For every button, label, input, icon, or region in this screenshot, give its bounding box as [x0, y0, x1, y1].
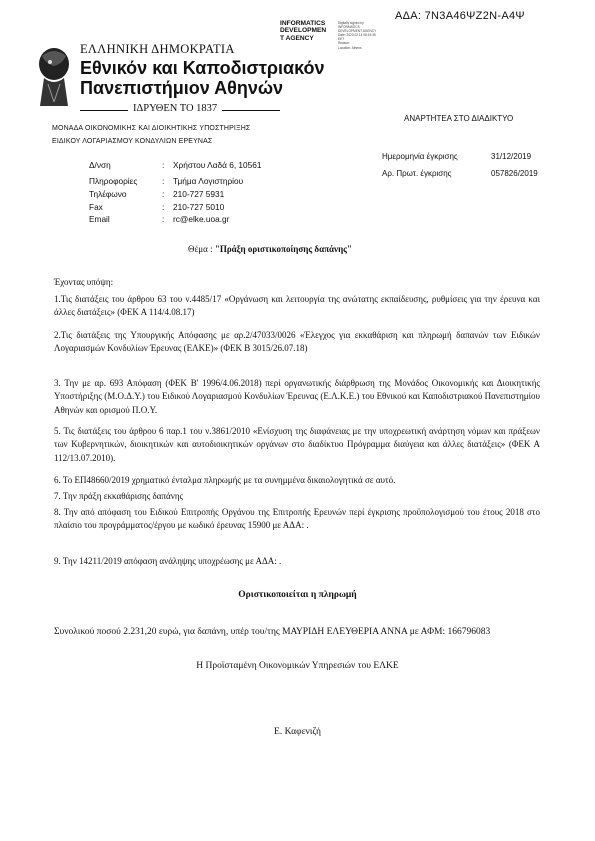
republic-title: ΕΛΛΗΝΙΚΗ ΔΗΜΟΚΡΑΤΙΑ: [80, 42, 235, 56]
list-item: 6. Το ΕΠ48660/2019 χρηματικό ένταλμα πληρωμής με τα συνημμένα δικαιολογητικά σε αυτό.: [54, 475, 396, 485]
signer-name: Ε. Καφενιζή: [274, 727, 321, 737]
contact-colon: :: [162, 176, 165, 186]
amount-text: Συνολικού ποσού 2.231,20 ευρώ, για δαπάνη, υπέρ του/της ΜΑΥΡΙΔΗ ΕΛΕΥΘΕΡΙΑ ΑΝΝΑ με ΑΦΜ: 166796083: [54, 627, 491, 637]
contact-label: Δ/νση: [89, 160, 111, 170]
stamp-detail-line: Date: 2020.02.14 08:15:35: [338, 33, 376, 38]
list-item: 3. Την με αρ. 693 Απόφαση (ΦΕΚ Β' 1996/4.06.2018) περί οργανωτικής διάρθρωση της Μονάδος Οικονομικής και Διοικητικής Υποστήριξης (Μ.Ο.Δ.Υ.) του Ειδικού Λογαριασμού Κονδυλίων Έρευνας (Ε.Λ.Κ.Ε.) του Εθνικού και Καποδιστριακού Πανεπιστημίου Αθηνών και ορισμού Π.Ο.Υ.: [54, 378, 540, 415]
considering-heading: Έχοντας υπόψη:: [54, 277, 114, 287]
list-item: 1.Τις διατάξεις του άρθρου 63 του ν.4485/17 «Οργάνωση και λειτουργία της ανώτατης εκπαίδευσης, ρυθμίσεις για την έρευνα και άλλες διατάξεις» (ΦΕΚ Α 114/4.08.17): [54, 294, 540, 318]
stamp-detail-line: Reason:: [338, 41, 350, 46]
digital-signature-stamp: [280, 20, 326, 42]
contact-label: Email: [89, 214, 110, 224]
list-item: 2.Τις διατάξεις της Υπουργικής Απόφασης με αρ.2/47033/0026 «Έλεγχος για εκκαθάριση και πληρωμή δαπανών των Ειδικών Λογαριασμών Κονδυλίων Έρευνας (ΕΛΚΕ)» (ΦΕΚ Β 3015/26.07.18): [54, 330, 540, 354]
protocol-number: 057826/2019: [491, 169, 538, 178]
subject-line: [188, 244, 352, 254]
subject-text: "Πράξη οριστικοποίησης δαπάνης": [214, 244, 352, 254]
contact-colon: :: [162, 189, 165, 199]
stamp-line: INFORMATICS: [280, 20, 326, 27]
contact-email[interactable]: rc@elke.uoa.gr: [173, 214, 230, 224]
unit-name-line1: ΜΟΝΑΔΑ ΟΙΚΟΝΟΜΙΚΗΣ ΚΑΙ ΔΙΟΙΚΗΤΙΚΗΣ ΥΠΟΣΤΗΡΙΞΗΣ: [52, 125, 251, 132]
post-online-notice: ΑΝΑΡΤΗΤΕΑ ΣΤΟ ΔΙΑΔΙΚΤΥΟ: [404, 114, 514, 123]
founded-text: ΙΔΡΥΘΕΝ ΤΟ 1837: [128, 103, 222, 114]
list-item: 8. Την από απόφαση του Ειδικού Επιτροπής Οργάνου της Επιτροπής Ερευνών περί έγκρισης προϋπολογισμού του έτους 2018 στο πλαίσιο του προγράμματος/έργου με κωδικό έρευνας 15900 με ΑΔΑ: .: [54, 507, 540, 531]
stamp-details: [338, 21, 376, 50]
contact-value: 210-727 5931: [173, 189, 225, 199]
approval-date: 31/12/2019: [491, 152, 532, 161]
stamp-line: T AGENCY: [280, 34, 314, 42]
university-name-line1: Εθνικόν και Καποδιστριακόν: [80, 58, 325, 78]
protocol-label: Αρ. Πρωτ. έγκρισης: [382, 169, 452, 178]
approve-title: Οριστικοποιείται η πληρωμή: [238, 590, 357, 600]
list-item: 9. Την 14211/2019 απόφαση ανάληψης υποχρέωσης με ΑΔΑ: .: [54, 556, 282, 566]
stamp-detail-line: Location: Athens: [338, 45, 362, 50]
contact-value: Τμήμα Λογιστηρίου: [173, 176, 244, 186]
approval-date-label: Ημερομηνία έγκρισης: [382, 152, 458, 161]
list-item: 5. Τις διατάξεις του άρθρου 6 παρ.1 του ν.3861/2010 «Ενίσχυση της διαφάνειας με την υποχρεωτική ανάρτηση νόμων και πράξεων των Κυβερνητικών, διοικητικών και αυτοδιοικητικών οργάνων στο διαδίκτυο Πρόγραμμα διαύγεια και άλλες διατάξεις» (ΦΕΚ Α 112/13.07.2010).: [54, 426, 540, 463]
stamp-detail-line: DEVELOPMENT AGENCY: [338, 29, 377, 34]
ada-code: ΑΔΑ: 7Ν3Α46ΨΖ2Ν-Α4Ψ: [395, 10, 525, 22]
unit-name-line2: ΕΙΔΙΚΟΥ ΛΟΓΑΡΙΑΣΜΟΥ ΚΟΝΔΥΛΙΩΝ ΕΡΕΥΝΑΣ: [52, 138, 213, 145]
contact-colon: :: [162, 214, 165, 224]
stamp-detail-line: EET: [338, 37, 345, 42]
stamp-detail-line: Digitally signed by: [338, 21, 364, 25]
contact-label: Τηλέφωνο: [89, 189, 127, 199]
university-logo-icon: [34, 44, 74, 108]
contact-label: Πληροφορίες: [89, 176, 138, 186]
list-item: 7. Την πράξη εκκαθάρισης δαπάνης: [54, 491, 184, 501]
subject-label: Θέμα :: [188, 244, 215, 254]
contact-label: Fax: [89, 202, 103, 212]
contact-value: 210-727 5010: [173, 202, 225, 212]
head-title: Η Προϊσταμένη Οικονομικών Υπηρεσιών του ΕΛΚΕ: [196, 661, 399, 671]
founded-banner: [80, 103, 280, 117]
stamp-detail-line: INFORMATICS: [338, 25, 360, 30]
contact-value: Χρήστου Λαδά 6, 10561: [173, 160, 262, 170]
university-name-line2: Πανεπιστήμιον Αθηνών: [80, 78, 284, 98]
contact-colon: :: [162, 160, 165, 170]
stamp-line: DEVELOPMEN: [280, 27, 327, 35]
contact-colon: :: [162, 202, 165, 212]
